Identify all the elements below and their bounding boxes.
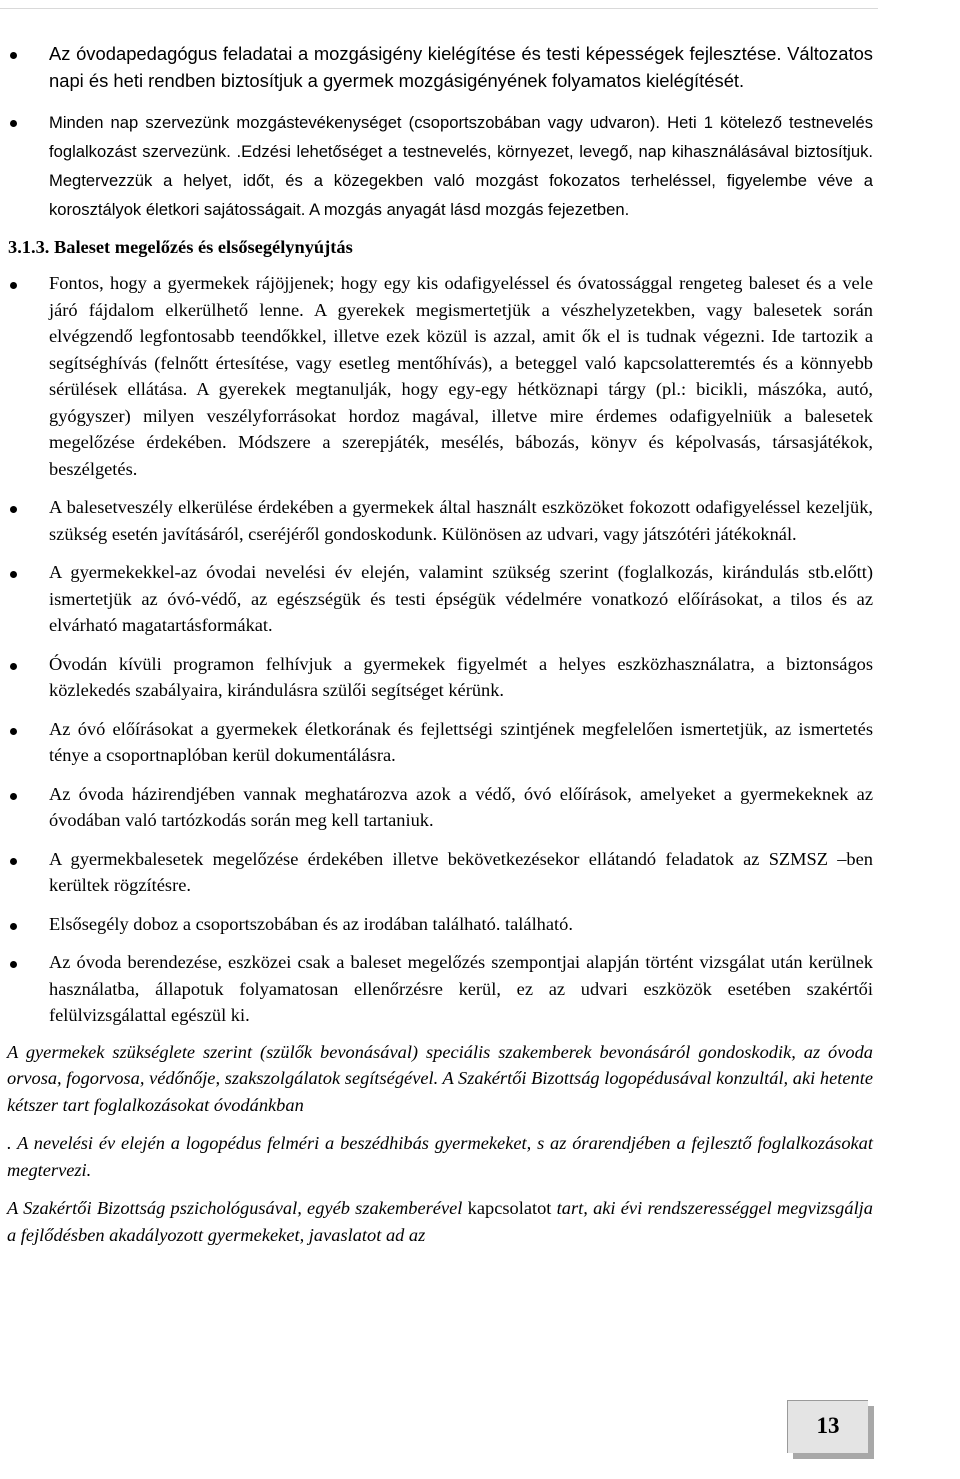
list-item-text: Óvodán kívüli programon felhívjuk a gyermekek figyelmét a helyes eszközhasználatra, a biztonságos közlekedés szabályaira, kirándulásra szülői segítséget kérünk. xyxy=(49,653,873,700)
page-number: 13 xyxy=(816,1413,840,1438)
bullet-icon xyxy=(10,663,17,670)
bullet-icon xyxy=(10,923,17,930)
list-item-text: .Edzési lehetőséget a testnevelés, környezet, levegő, nap kihasználásával biztosítjuk. Megtervezzük a helyet, időt, és a közegekben való mozgást fokozatos terheléssel, figyelembe véve a korosztályok életkori sajátosságait. A mozgás anyagát lásd mozgás fejezetben. xyxy=(49,142,873,219)
list-item xyxy=(0,651,960,704)
list-item xyxy=(0,781,960,834)
header-rule xyxy=(0,8,878,9)
bullet-icon xyxy=(10,728,17,735)
page-number-box xyxy=(787,1400,868,1453)
list-item-text: Az óvó előírásokat a gyermekek életkorának és fejlettségi szintjének megfelelően ismertetjük, az ismertetés ténye a csoportnaplóban kerül dokumentálásra. xyxy=(49,718,873,765)
bullet-list-baleset xyxy=(0,270,960,1029)
list-item xyxy=(0,270,960,482)
bullet-icon xyxy=(10,858,17,865)
list-item xyxy=(0,40,960,94)
list-item-text: Az óvodapedagógus feladatai a mozgásigény kielégítése és testi képességek fejlesztése. Változatos napi és heti rendben biztosítjuk a gyermek mozgásigényének folyamatos kielégítését. xyxy=(49,43,873,91)
list-item-text: Fontos, hogy a gyermekek rájöjjenek; hogy egy kis odafigyeléssel és óvatossággal rengeteg baleset és a vele járó fájdalom elkerülhető lenne. A gyerekek megismertetjük a vészhelyzetekben, vagy balesetek során elvégzendő legfontosabb teendőkkel, illetve ezek közül is azzal, amit ők el is tudnak végezni. Ide tartozik a segítséghívás (felnőtt értesítése, vagy esetleg mentőhívás), a beteggel való kapcsolatteremtés és a könnyebb sérülések ellátása. A gyerekek megtanulják, hogy egy-egy hétköznapi tárgy (pl.: bicikli, mászóka, autó, gyógyszer) milyen veszélyforrásokat hordoz magával, illetve mire érdemes odafigyelniük a balesetek megelőzése érdekében. Módszere a szerepjáték, mesélés, bábozás, könyv és képolvasás, társasjátékok, beszélgetés. xyxy=(49,273,873,479)
list-item-text: A gyermekekkel-az óvodai nevelési év elején, valamint szükség szerint (foglalkozás, kirándulás stb.előtt) ismertetjük az óvó-védő, az egészségük és testi épségük védelmére vonatkozó előírásokat, a tilos és az elvárható magatartásformákat. xyxy=(49,562,873,635)
list-item-text: Az óvoda berendezése, eszközei csak a baleset megelőzés szempontjai alapján történt vizsgálat után kerülnek használatba, állapotuk folyamatosan ellenőrzésre kerül, ez az udvari eszközök esetében szakértői felülvizsgálattal egészül ki. xyxy=(49,952,873,1025)
list-item-text: Elsősegély doboz a csoportszobában és az irodában található. található. xyxy=(49,913,573,934)
list-item-text: Minden nap szervezünk mozgástevékenységet (csoportszobában vagy udvaron). Heti 1 kötelező testnevelés foglalkozást szervezünk. xyxy=(49,113,873,161)
list-item xyxy=(0,108,960,224)
section-heading: 3.1.3. Baleset megelőzés és elsősegélynyújtás xyxy=(8,237,353,257)
paragraph-szakemberek: A gyermekek szükséglete szerint (szülők bevonásával) speciális szakemberek bevonásáról gondoskodik, az óvoda orvosa, fogorvosa, védőnője, szakszolgálatok segítségével. A Szakértői Bizottság logopédusával konzultál, aki hetente kétszer tart foglalkozásokat óvodánkban xyxy=(7,1041,873,1115)
list-item xyxy=(0,949,960,1029)
bullet-list-mozgas xyxy=(0,40,960,224)
document-page xyxy=(0,40,960,1248)
bullet-icon xyxy=(10,961,17,968)
list-item-text: A gyermekbalesetek megelőzése érdekében illetve bekövetkezésekor ellátandó feladatok az SZMSZ –ben kerültek rögzítésre. xyxy=(49,848,873,895)
list-item xyxy=(0,494,960,547)
bullet-icon xyxy=(10,793,17,800)
list-item-text: A balesetveszély elkerülése érdekében a gyermekek által használt eszközöket fokozott odafigyeléssel kezeljük, szükség esetén javításáról, cseréjéről gondoskodunk. Különösen az udvari, vagy játszótéri játékoknál. xyxy=(49,497,873,544)
bullet-icon xyxy=(10,52,17,59)
list-item xyxy=(0,846,960,899)
list-item-text: Az óvoda házirendjében vannak meghatározva azok a védő, óvó előírások, amelyeket a gyermekeknek az óvodában való tartózkodás során meg kell tartaniuk. xyxy=(49,783,873,830)
paragraph-text: tart, aki évi rendszerességgel megvizsgálja a fejlődésben akadályozott gyermekeket, javaslatot ad az xyxy=(7,1198,873,1245)
bullet-icon xyxy=(10,506,17,513)
bullet-icon xyxy=(10,571,17,578)
list-item xyxy=(0,911,960,938)
bullet-icon xyxy=(10,120,17,127)
paragraph-pszichologus xyxy=(0,1195,960,1248)
paragraph-text: A Szakértői Bizottság pszichológusával, egyéb szakemberével xyxy=(7,1198,463,1218)
bullet-icon xyxy=(10,282,17,289)
list-item xyxy=(0,559,960,639)
list-item xyxy=(0,716,960,769)
paragraph-text: kapcsolatot xyxy=(467,1198,552,1218)
paragraph-logopedus: . A nevelési év elején a logopédus felméri a beszédhibás gyermekeket, s az órarendjében a fejlesztő foglalkozásokat megtervezi. xyxy=(7,1133,873,1180)
